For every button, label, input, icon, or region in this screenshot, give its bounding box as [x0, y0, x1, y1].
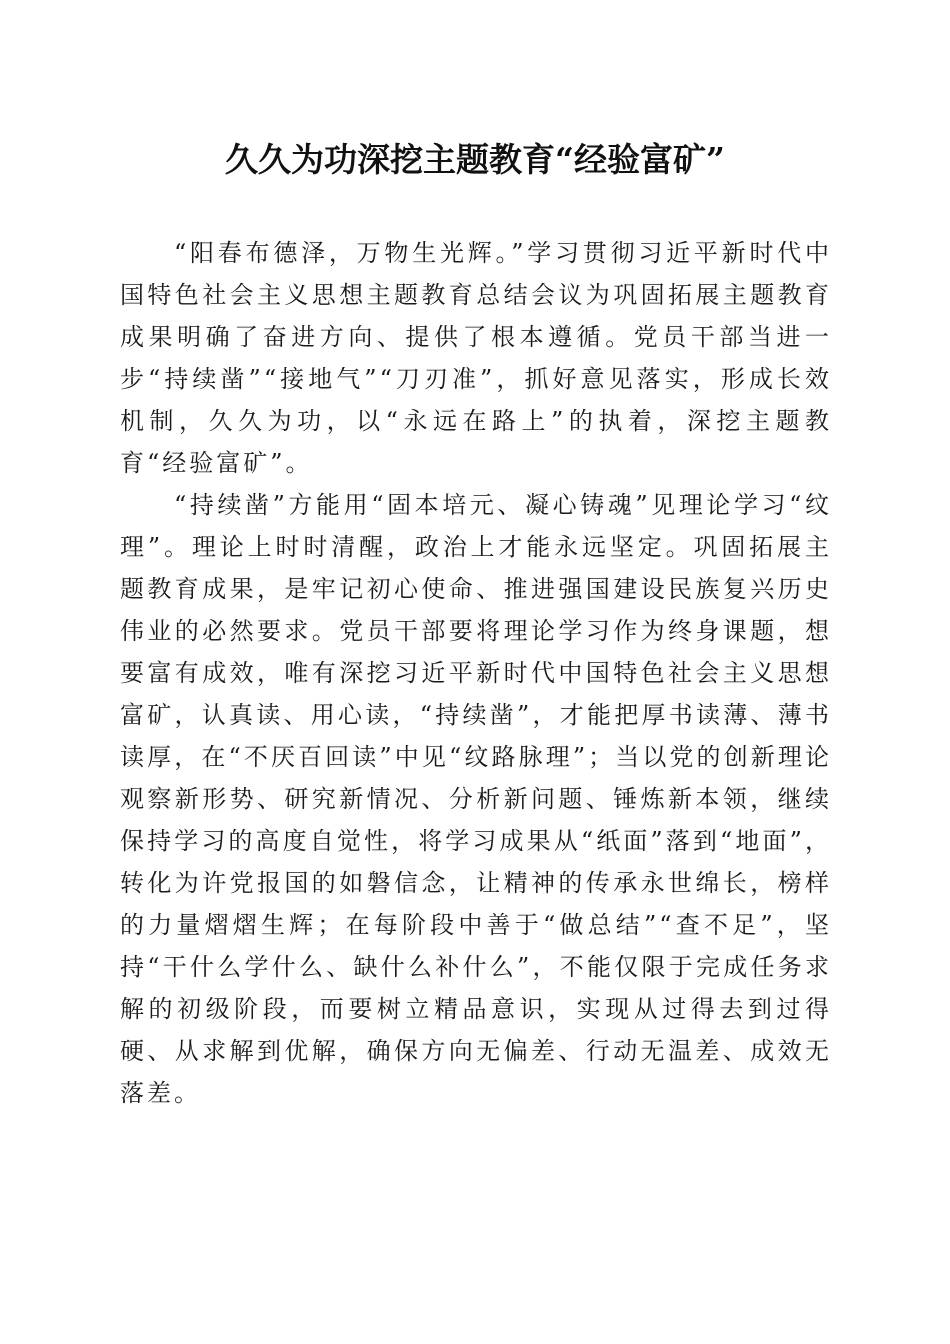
document-title: 久久为功深挖主题教育“经验富矿” — [225, 140, 725, 179]
paragraph-2: “持续凿”方能用“固本培元、凝心铸魂”见理论学习“纹理”。理论上时时清醒，政治上才能永远坚定。巩固拓展主题教育成果，是牢记初心使命、推进强国建设民族复兴历史伟业的必然要求。党员干部要将理论学习作为终身课题，想要富有成效，唯有深挖习近平新时代中国特色社会主义思想富矿，认真读、用心读，“持续凿”，才能把厚书读薄、薄书读厚，在“不厌百回读”中见“纹路脉理”；当以党的创新理论观察新形势、研究新情况、分析新问题、锤炼新本领，继续保持学习的高度自觉性，将学习成果从“纸面”落到“地面”，转化为许党报国的如磐信念，让精神的传承永世绵长，榜样的力量熠熠生辉；在每阶段中善于“做总结”“查不足”，坚持“干什么学什么、缺什么补什么”，不能仅限于完成任务求解的初级阶段，而要树立精品意识，实现从过得去到过得硬、从求解到优解，确保方向无偏差、行动无温差、成效无落差。 — [120, 491, 832, 1107]
paragraph-1: “阳春布德泽，万物生光辉。”学习贯彻习近平新时代中国特色社会主义思想主题教育总结会议为巩固拓展主题教育成果明确了奋进方向、提供了根本遵循。党员干部当进一步“持续凿”“接地气”“刀刃准”，抓好意见落实，形成长效机制，久久为功，以“永远在路上”的执着，深挖主题教育“经验富矿”。 — [120, 239, 832, 477]
document-body — [120, 232, 832, 1114]
